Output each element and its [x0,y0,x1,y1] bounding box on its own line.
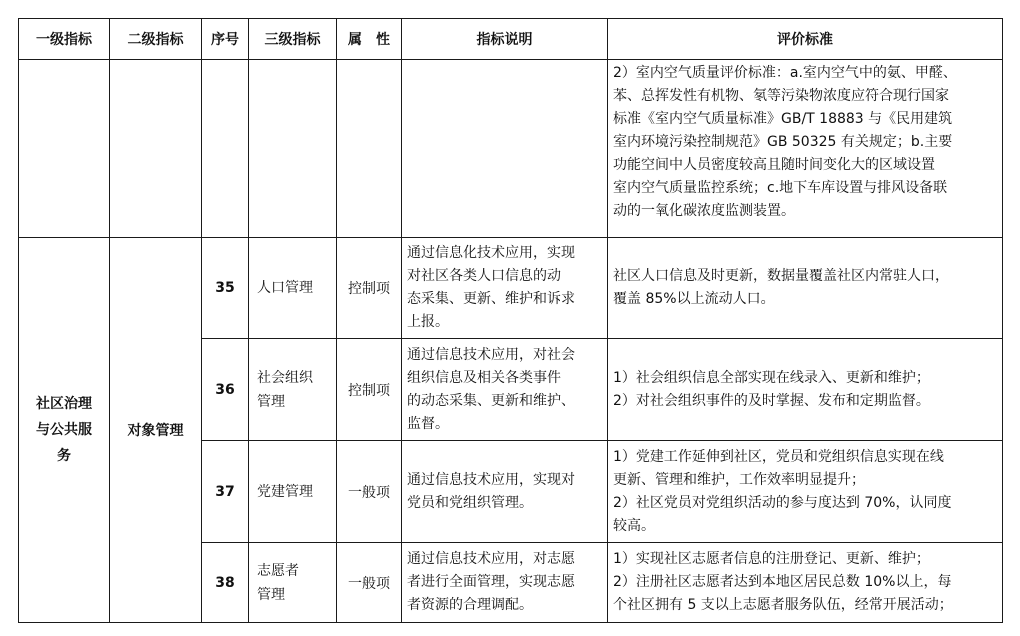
description-line: 通过信息技术应用，对社会 [407,346,575,363]
cont-criteria-line: 动的一氧化碳浓度监测装置。 [613,203,795,219]
criteria-line: 覆盖 85%以上流动人口。 [613,291,775,307]
criteria-line: 2）对社会组织事件的及时掌握、发布和定期监督。 [613,392,930,409]
criteria-line: 更新、管理和维护，工作效率明显提升； [613,471,865,488]
cont-criteria-line: 功能空间中人员密度较高且随时间变化大的区域设置 [613,157,935,173]
criteria-line: 1）实现社区志愿者信息的注册登记、更新、维护； [613,551,930,567]
description-line: 态采集、更新、维护和诉求 [407,291,575,307]
cont-level2-cell [110,60,202,238]
level1-line: 社区治理 [36,396,92,412]
criteria-line: 1）党建工作延伸到社区，党员和党组织信息实现在线 [613,448,944,465]
criteria-cell [608,339,1003,441]
description-line: 党员和党组织管理。 [407,494,533,511]
seq-cell: 36 [202,339,249,441]
header-seq: 序号 [202,19,249,60]
level1-group-cell [19,238,110,623]
criteria-line: 2）社区党员对党组织活动的参与度达到 70%，认同度 [613,494,952,511]
level3-line: 志愿者 [257,562,299,579]
description-line: 通过信息化技术应用，实现 [407,245,575,261]
table-row [19,238,1003,339]
attribute-cell: 控制项 [337,238,402,339]
level1-line: 务 [57,448,71,464]
description-cell [402,543,608,623]
level3-cell [249,441,337,543]
level3-line: 管理 [257,586,285,603]
seq-cell: 37 [202,441,249,543]
cont-attribute-cell [337,60,402,238]
criteria-cell [608,441,1003,543]
header-level2: 二级指标 [110,19,202,60]
level3-line: 社会组织 [257,369,313,386]
description-line: 通过信息技术应用，实现对 [407,471,575,488]
description-line: 者进行全面管理，实现志愿 [407,574,575,590]
cont-criteria-cell [608,60,1003,238]
cont-criteria-line: 苯、总挥发性有机物、氡等污染物浓度应符合现行国家 [613,88,949,104]
level2-group-cell: 对象管理 [110,238,202,623]
level3-cell [249,339,337,441]
header-description: 指标说明 [402,19,608,60]
description-cell [402,339,608,441]
level3-cell [249,238,337,339]
attribute-cell: 控制项 [337,339,402,441]
cont-level3-cell [249,60,337,238]
indicator-table [18,18,1003,623]
seq-cell: 38 [202,543,249,623]
attribute-cell: 一般项 [337,543,402,623]
cont-criteria-line: 标准《室内空气质量标准》GB/T 18883 与《民用建筑 [613,111,953,127]
description-line: 的动态采集、更新和维护、 [407,392,575,409]
description-line: 上报。 [407,314,449,330]
criteria-cell [608,238,1003,339]
continuation-row [19,60,1003,238]
header-criteria: 评价标准 [608,19,1003,60]
header-level3: 三级指标 [249,19,337,60]
description-line: 组织信息及相关各类事件 [407,369,561,386]
header-attribute: 属 性 [337,19,402,60]
description-line: 对社区各类人口信息的动 [407,268,561,284]
attribute-cell: 一般项 [337,441,402,543]
level3-line: 党建管理 [257,483,313,500]
description-line: 通过信息技术应用，对志愿 [407,551,575,567]
criteria-line: 个社区拥有 5 支以上志愿者服务队伍，经常开展活动； [613,597,953,613]
cont-criteria-line: 2）室内空气质量评价标准：a.室内空气中的氨、甲醛、 [613,65,957,81]
level3-line: 人口管理 [257,280,313,296]
description-cell [402,441,608,543]
criteria-line: 较高。 [613,517,655,534]
cont-seq-cell [202,60,249,238]
indicator-table-page [18,18,1002,623]
criteria-line: 社区人口信息及时更新，数据量覆盖社区内常驻人口， [613,268,949,284]
criteria-line: 1）社会组织信息全部实现在线录入、更新和维护； [613,369,930,386]
seq-cell: 35 [202,238,249,339]
description-cell [402,238,608,339]
cont-criteria-line: 室内环境污染控制规范》GB 50325 有关规定；b.主要 [613,134,953,150]
description-line: 监督。 [407,415,449,432]
cont-description-cell [402,60,608,238]
criteria-cell [608,543,1003,623]
level3-line: 管理 [257,393,285,410]
table-header-row [19,19,1003,60]
criteria-line: 2）注册社区志愿者达到本地区居民总数 10%以上，每 [613,574,952,590]
level3-cell [249,543,337,623]
header-level1: 一级指标 [19,19,110,60]
level1-line: 与公共服 [36,422,92,438]
description-line: 者资源的合理调配。 [407,597,533,613]
cont-level1-cell [19,60,110,238]
cont-criteria-line: 室内空气质量监控系统；c.地下车库设置与排风设备联 [613,180,948,196]
